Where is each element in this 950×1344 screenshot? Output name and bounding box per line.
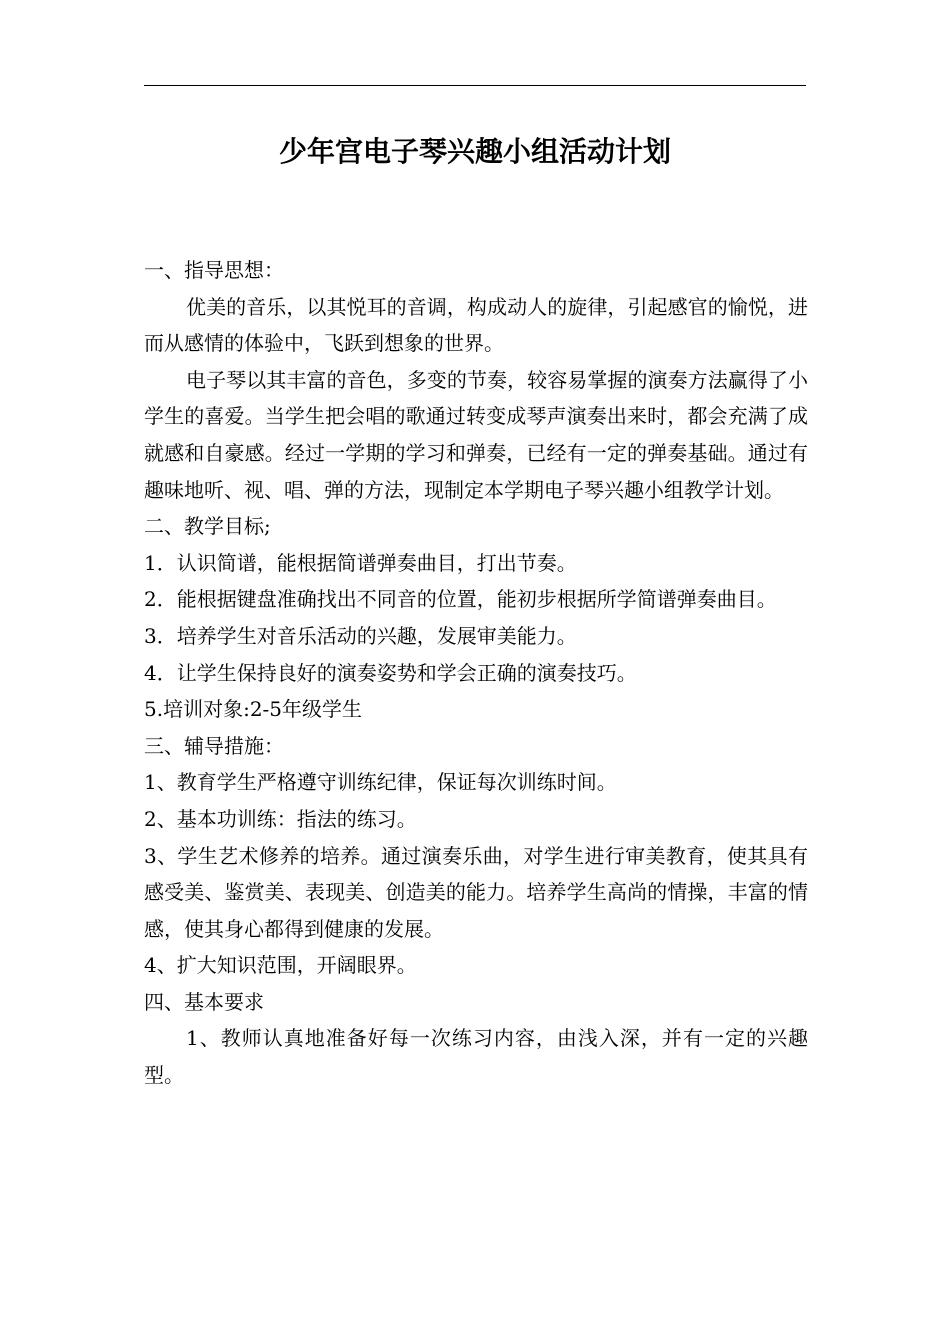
measure-item-3: 3、学生艺术修养的培养。通过演奏乐曲，对学生进行审美教育，使其具有感受美、鉴赏美、表现美、创造美的能力。培养学生高尚的情操，丰富的情感，使其身心都得到健康的发展。 <box>144 843 808 941</box>
goal-item-2: 2．能根据键盘准确找出不同音的位置，能初步根据所学简谱弹奏曲目。 <box>144 587 777 612</box>
section-heading-teaching-goals: 二、教学目标; <box>144 514 271 539</box>
measure-item-2: 2、基本功训练：指法的练习。 <box>144 806 417 831</box>
section-heading-requirements: 四、基本要求 <box>144 989 264 1014</box>
goal-item-1: 1．认识简谱，能根据简谱弹奏曲目，打出节奏。 <box>144 550 577 575</box>
goal-item-3: 3．培养学生对音乐活动的兴趣，发展审美能力。 <box>144 623 577 648</box>
requirement-item-1: 1、教师认真地准备好每一次练习内容，由浅入深，并有一定的兴趣型。 <box>144 1026 808 1088</box>
measure-item-4: 4、扩大知识范围，开阔眼界。 <box>144 953 417 978</box>
section-heading-measures: 三、辅导措施： <box>144 733 284 758</box>
paragraph-keyboard-intro: 电子琴以其丰富的音色，多变的节奏，较容易掌握的演奏方法赢得了小学生的喜爱。当学生把会唱的歌通过转变成琴声演奏出来时，都会充满了成就感和自豪感。经过一学期的学习和弹奏，已经有一定的弹奏基础。通过有趣味地听、视、唱、弹的方法，现制定本学期电子琴兴趣小组教学计划。 <box>144 367 808 502</box>
document-title: 少年宫电子琴兴趣小组活动计划 <box>278 135 671 168</box>
measure-item-1: 1、教育学生严格遵守训练纪律，保证每次训练时间。 <box>144 770 617 795</box>
paragraph-music-intro: 优美的音乐，以其悦耳的音调，构成动人的旋律，引起感官的愉悦，进而从感情的体验中，飞跃到想象的世界。 <box>144 294 808 356</box>
goal-item-5: 5.培训对象:2-5年级学生 <box>144 697 363 722</box>
section-heading-guiding-ideology: 一、指导思想： <box>144 258 284 282</box>
goal-item-4: 4．让学生保持良好的演奏姿势和学会正确的演奏技巧。 <box>144 660 637 685</box>
document-body <box>144 252 808 1094</box>
header-rule <box>144 85 806 86</box>
